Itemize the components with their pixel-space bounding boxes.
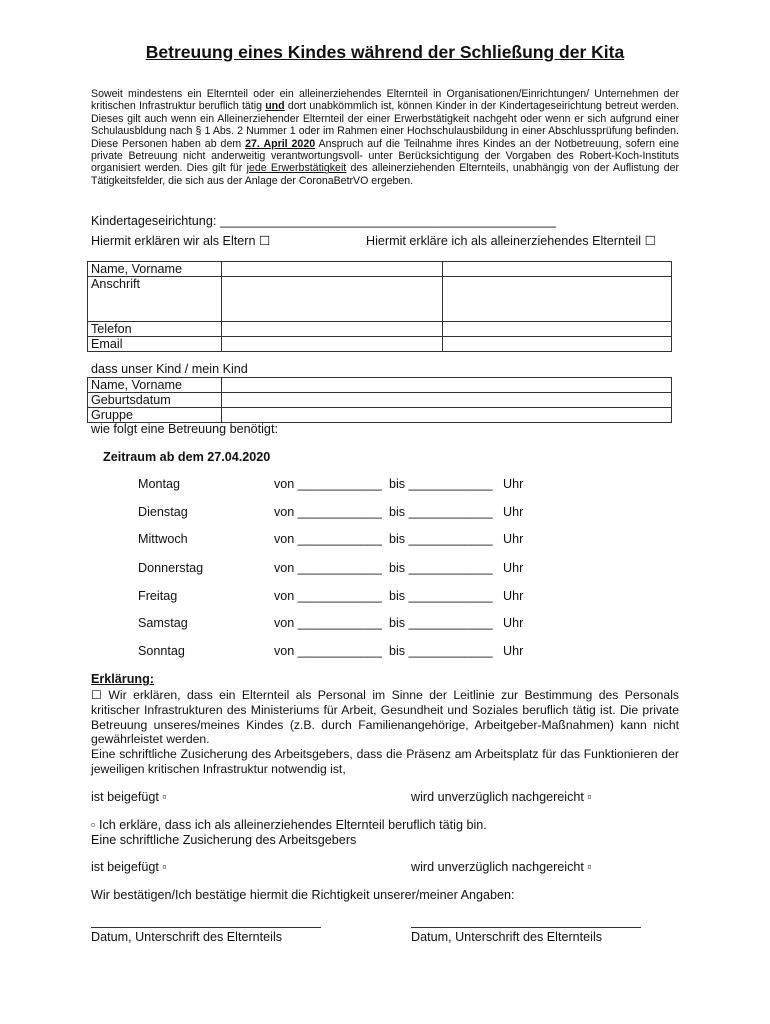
day-freitag: Freitag — [138, 589, 178, 603]
child-name-field[interactable] — [222, 378, 672, 393]
erklaerung-text[interactable]: ☐ Wir erklären, dass ein Elternteil als Personal im Sinne der Leitlinie zur Bestimmung des Personals kritischer Infrastrukturen des Ministeriums für Arbeit, Gesundheit und Soziales beruflich tätig ist. Die private Betreuung unseres/meines Kindes (z.B. durch Familienangehörige, Arbeitgeber-Maßnahmen) kann nicht gewährleistet werden. — [91, 688, 679, 747]
child-name-label: Name, Vorname — [88, 378, 222, 393]
day-mittwoch: Mittwoch — [138, 532, 188, 546]
signature-label-left: Datum, Unterschrift des Elternteils — [91, 930, 283, 944]
beigefuegt-checkbox-2[interactable]: ist beigefügt ▫ — [91, 860, 167, 874]
montag-uhr: Uhr — [503, 477, 524, 491]
parent1-email-field[interactable] — [222, 337, 443, 352]
mittwoch-bis-field[interactable]: bis ____________ — [389, 532, 493, 546]
freitag-von-field[interactable]: von ____________ — [274, 589, 382, 603]
day-dienstag: Dienstag — [138, 505, 188, 519]
erklaerung-text-2: Eine schriftliche Zusicherung des Arbeitsgebers, dass die Präsenz am Arbeitsplatz für das Funktionieren der jeweiligen kritischen Infrastruktur notwendig ist, — [91, 747, 679, 776]
intro-und: und — [265, 100, 285, 113]
intro-text-4: des alleinerziehenden Elternteils, unabhängig von der Auflistung der Tätigkeitsfelder, die sich aus der Anlage der CoronaBetrVO ergeben. — [91, 162, 680, 187]
montag-von-field[interactable]: von ____________ — [274, 477, 382, 491]
dienstag-von-field[interactable]: von ____________ — [274, 505, 382, 519]
intro-text-3: Anspruch auf die Teilnahme ihres Kindes an der Notbetreuung, sofern eine private Betreuung nicht anderweitig verantwortungsvoll- unter Berücksichtigung der Vorgaben des Robert-Koch-Instituts organisiert werden. Dies gilt für — [91, 137, 679, 175]
child-geburtsdatum-field[interactable] — [222, 393, 672, 408]
betreuung-text: wie folgt eine Betreuung benötigt: — [91, 422, 278, 436]
erklaerung-block — [91, 688, 679, 777]
day-donnerstag: Donnerstag — [138, 561, 204, 575]
parent1-telefon-field[interactable] — [222, 322, 443, 337]
freitag-uhr: Uhr — [503, 589, 524, 603]
intro-jede: jede Erwerbstätigkeit — [246, 162, 347, 175]
page-title: Betreuung eines Kindes während der Schließung der Kita — [145, 42, 625, 62]
parent2-anschrift-field[interactable] — [443, 277, 672, 322]
intro-text-2: dort unabkömmlich ist, können Kinder in der Kindertageseirichtung betreut werden. Dieses gilt auch wenn ein Alleinerziehender Elternteil der einer Erwerbstätigkeit nachgeht oder wenn er sich aufgrund einer Schulausbldung nach § 1 Abs. 2 Nummer 1 oder im Rahmen einer Hochschulausbildung in einer Abschlussprüfung befinden. Diese Personen haben ab dem — [91, 100, 679, 150]
alleinerziehend-option[interactable]: Hiermit erkläre ich als alleinerziehendes Elternteil ☐ — [366, 234, 656, 248]
samstag-von-field[interactable]: von ____________ — [274, 616, 382, 630]
intro-paragraph — [91, 88, 679, 187]
beigefuegt-checkbox[interactable]: ist beigefügt ▫ — [91, 790, 167, 804]
dienstag-bis-field[interactable]: bis ____________ — [389, 505, 493, 519]
day-samstag: Samstag — [138, 616, 188, 630]
donnerstag-uhr: Uhr — [503, 561, 524, 575]
parents-telefon-label: Telefon — [88, 322, 222, 337]
zeitraum-heading: Zeitraum ab dem 27.04.2020 — [103, 450, 271, 464]
donnerstag-von-field[interactable]: von ____________ — [274, 561, 382, 575]
parents-name-label: Name, Vorname — [88, 262, 222, 277]
signature-line-left[interactable] — [91, 927, 321, 928]
parent1-name-field[interactable] — [222, 262, 443, 277]
alleinerziehend-checkbox[interactable]: ▫ Ich erkläre, dass ich als alleinerziehendes Elternteil beruflich tätig bin. — [91, 818, 487, 832]
dienstag-uhr: Uhr — [503, 505, 524, 519]
signature-label-right: Datum, Unterschrift des Elternteils — [411, 930, 603, 944]
zusicherung-text: Eine schriftliche Zusicherung des Arbeitsgebers — [91, 833, 357, 847]
child-gruppe-label: Gruppe — [88, 408, 222, 423]
child-geburtsdatum-label: Geburtsdatum — [88, 393, 222, 408]
freitag-bis-field[interactable]: bis ____________ — [389, 589, 493, 603]
sonntag-von-field[interactable]: von ____________ — [274, 644, 382, 658]
parents-email-label: Email — [88, 337, 222, 352]
mittwoch-von-field[interactable]: von ____________ — [274, 532, 382, 546]
donnerstag-bis-field[interactable]: bis ____________ — [389, 561, 493, 575]
mittwoch-uhr: Uhr — [503, 532, 524, 546]
samstag-uhr: Uhr — [503, 616, 524, 630]
kita-label: Kindertageseirichtung: ________________________________________________ — [91, 214, 557, 228]
parent1-anschrift-field[interactable] — [222, 277, 443, 322]
parent2-email-field[interactable] — [443, 337, 672, 352]
intro-text-1: Soweit mindestens ein Elternteil oder ein alleinerziehendes Elternteil in Organisationen/Einrichtungen/ Unternehmen der kritischen Infrastruktur beruflich tätig — [91, 88, 679, 113]
bestaetigung-text: Wir bestätigen/Ich bestätige hiermit die Richtigkeit unserer/meiner Angaben: — [91, 888, 515, 902]
intro-date: 27. April 2020 — [245, 137, 316, 150]
sonntag-uhr: Uhr — [503, 644, 524, 658]
day-sonntag: Sonntag — [138, 644, 185, 658]
samstag-bis-field[interactable]: bis ____________ — [389, 616, 493, 630]
child-table — [87, 377, 672, 423]
day-montag: Montag — [138, 477, 181, 491]
montag-bis-field[interactable]: bis ____________ — [389, 477, 493, 491]
parent2-telefon-field[interactable] — [443, 322, 672, 337]
parents-table — [87, 261, 672, 352]
sonntag-bis-field[interactable]: bis ____________ — [389, 644, 493, 658]
signature-line-right[interactable] — [411, 927, 641, 928]
child-gruppe-field[interactable] — [222, 408, 672, 423]
child-intro: dass unser Kind / mein Kind — [91, 362, 248, 376]
nachgereicht-checkbox-2[interactable]: wird unverzüglich nachgereicht ▫ — [411, 860, 592, 874]
eltern-option[interactable]: Hiermit erklären wir als Eltern ☐ — [91, 234, 271, 248]
nachgereicht-checkbox[interactable]: wird unverzüglich nachgereicht ▫ — [411, 790, 592, 804]
parent2-name-field[interactable] — [443, 262, 672, 277]
erklaerung-heading: Erklärung: — [91, 672, 154, 686]
parents-anschrift-label: Anschrift — [88, 277, 222, 322]
